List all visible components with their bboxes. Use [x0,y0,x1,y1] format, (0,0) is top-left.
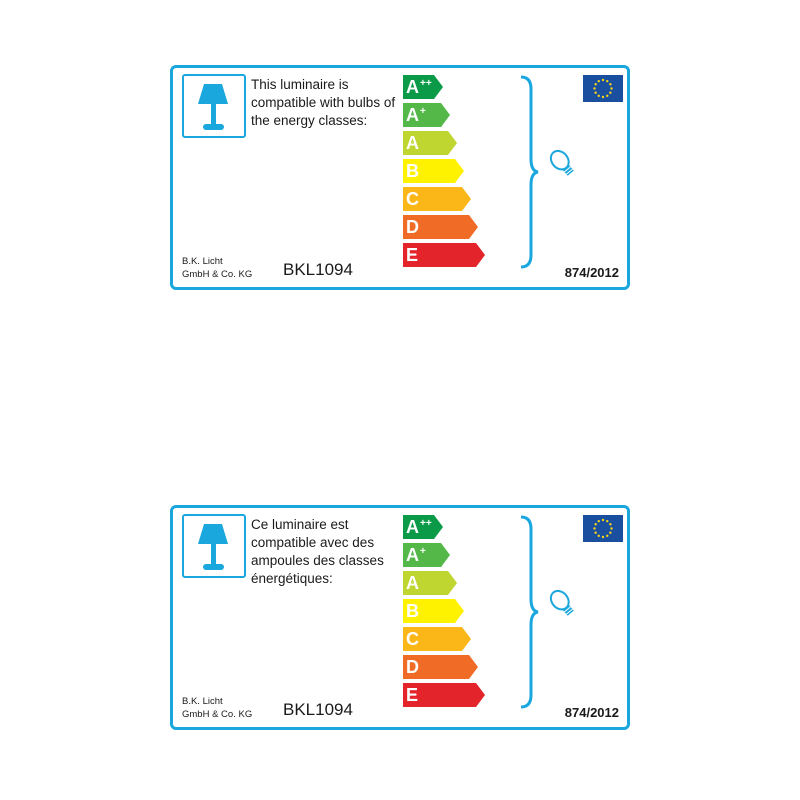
energy-label-french [170,505,630,730]
table-lamp-icon [182,514,246,578]
energy-class-letter: E [406,685,419,705]
energy-class-letter: D [406,657,419,677]
energy-label-english [170,65,630,290]
regulation-number: 874/2012 [564,265,619,280]
model-number: BKL1094 [283,700,353,719]
energy-class-letter: D [406,217,419,237]
manufacturer-name: B.K. Licht GmbH & Co. KG [182,696,253,720]
energy-class-letter: B [406,601,419,621]
energy-class-scale [403,75,493,270]
compatibility-text: This luminaire is compatible with bulbs of the energy classes: [251,77,396,128]
brace-icon [519,515,539,709]
energy-class-letter: A [406,573,419,593]
energy-class-letter: C [406,189,419,209]
energy-class-letter: A++ [406,77,432,97]
table-lamp-icon [182,74,246,138]
energy-class-scale [403,515,493,710]
manufacturer-name: B.K. Licht GmbH & Co. KG [182,256,253,280]
compatibility-text: Ce luminaire est compatible avec des ampoules des classes énergétiques: [251,517,384,586]
energy-class-letter: B [406,161,419,181]
light-bulb-icon [545,586,581,622]
model-number: BKL1094 [283,260,353,279]
energy-class-letter: A++ [406,517,432,537]
brace-icon [519,75,539,269]
energy-class-letter: E [406,245,419,265]
light-bulb-icon [545,146,581,182]
eu-flag-icon [583,515,623,542]
energy-class-letter: A+ [406,105,426,125]
regulation-number: 874/2012 [564,705,619,720]
eu-flag-icon [583,75,623,102]
energy-class-letter: A [406,133,419,153]
energy-class-letter: C [406,629,419,649]
energy-class-letter: A+ [406,545,426,565]
